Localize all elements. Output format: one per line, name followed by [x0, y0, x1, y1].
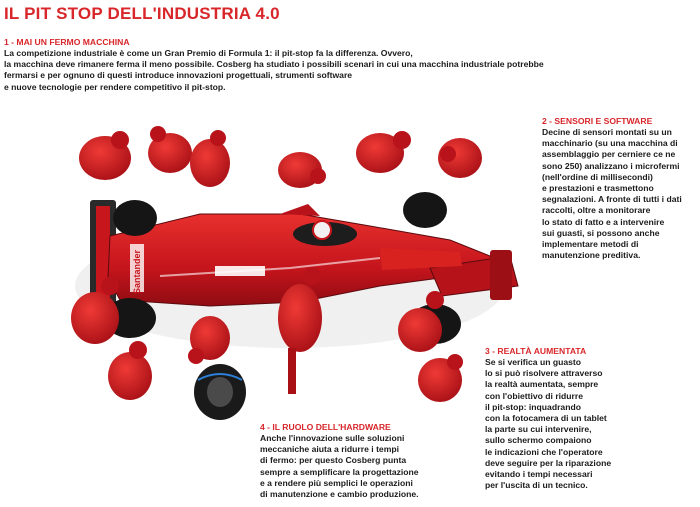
- section-4-body: Anche l'innovazione sulle soluzioni meccaniche aiuta a ridurre i tempi di fermo: per questo Cosberg punta sempre a semplificare la progettazione e a rendere più semplici le operazioni di manutenzione e cambio produzione.: [260, 433, 419, 500]
- section-3-body: Se si verifica un guasto lo si può risolvere attraverso la realtà aumentata, sempre con l'obiettivo di ridurre il pit-stop: inquadrando con la fotocamera di un tablet la parte su cui intervenire, sullo schermo compaiono le indicazioni che l'operatore deve seguire per la riparazione evitando i tempi necessari per l'uscita di un tecnico.: [485, 357, 612, 491]
- pit-stop-illustration: [50, 118, 520, 430]
- section-1-body: La competizione industriale è come un Gran Premio di Formula 1: il pit-stop fa la differenza. Ovvero, la macchina deve rimanere ferma il meno possibile. Cosberg ha studiato i possibili scenari in cui una macchina industriale potrebbe fermarsi e per ognuno di questi introduce innovazioni progettuali, strumenti software e nuove tecnologie per rendere competitivo il pit-stop.: [4, 48, 544, 92]
- section-3-heading: 3 - REALTÀ AUMENTATA: [485, 346, 587, 356]
- section-2: [542, 116, 700, 261]
- section-2-body: Decine di sensori montati su un macchinario (su una macchina di assemblaggio per cerniere ce ne sono 250) analizzano i microfermi (nell'ordine di millisecondi) e prestazioni e trasmettono segnalazioni. A fronte di tutti i dati raccolti, oltre a monitorare lo stato di fatto e a intervenire sui guasti, si possono anche implementare metodi di manutenzione preditiva.: [542, 127, 682, 261]
- section-4-heading: 4 - IL RUOLO DELL'HARDWARE: [260, 422, 391, 432]
- livery-text: Santander: [132, 249, 142, 294]
- page-title: IL PIT STOP DELL'INDUSTRIA 4.0: [4, 4, 280, 23]
- section-1-heading: 1 - MAI UN FERMO MACCHINA: [4, 37, 130, 47]
- section-4: [260, 422, 480, 500]
- section-2-heading: 2 - SENSORI E SOFTWARE: [542, 116, 653, 126]
- section-1: [4, 37, 604, 93]
